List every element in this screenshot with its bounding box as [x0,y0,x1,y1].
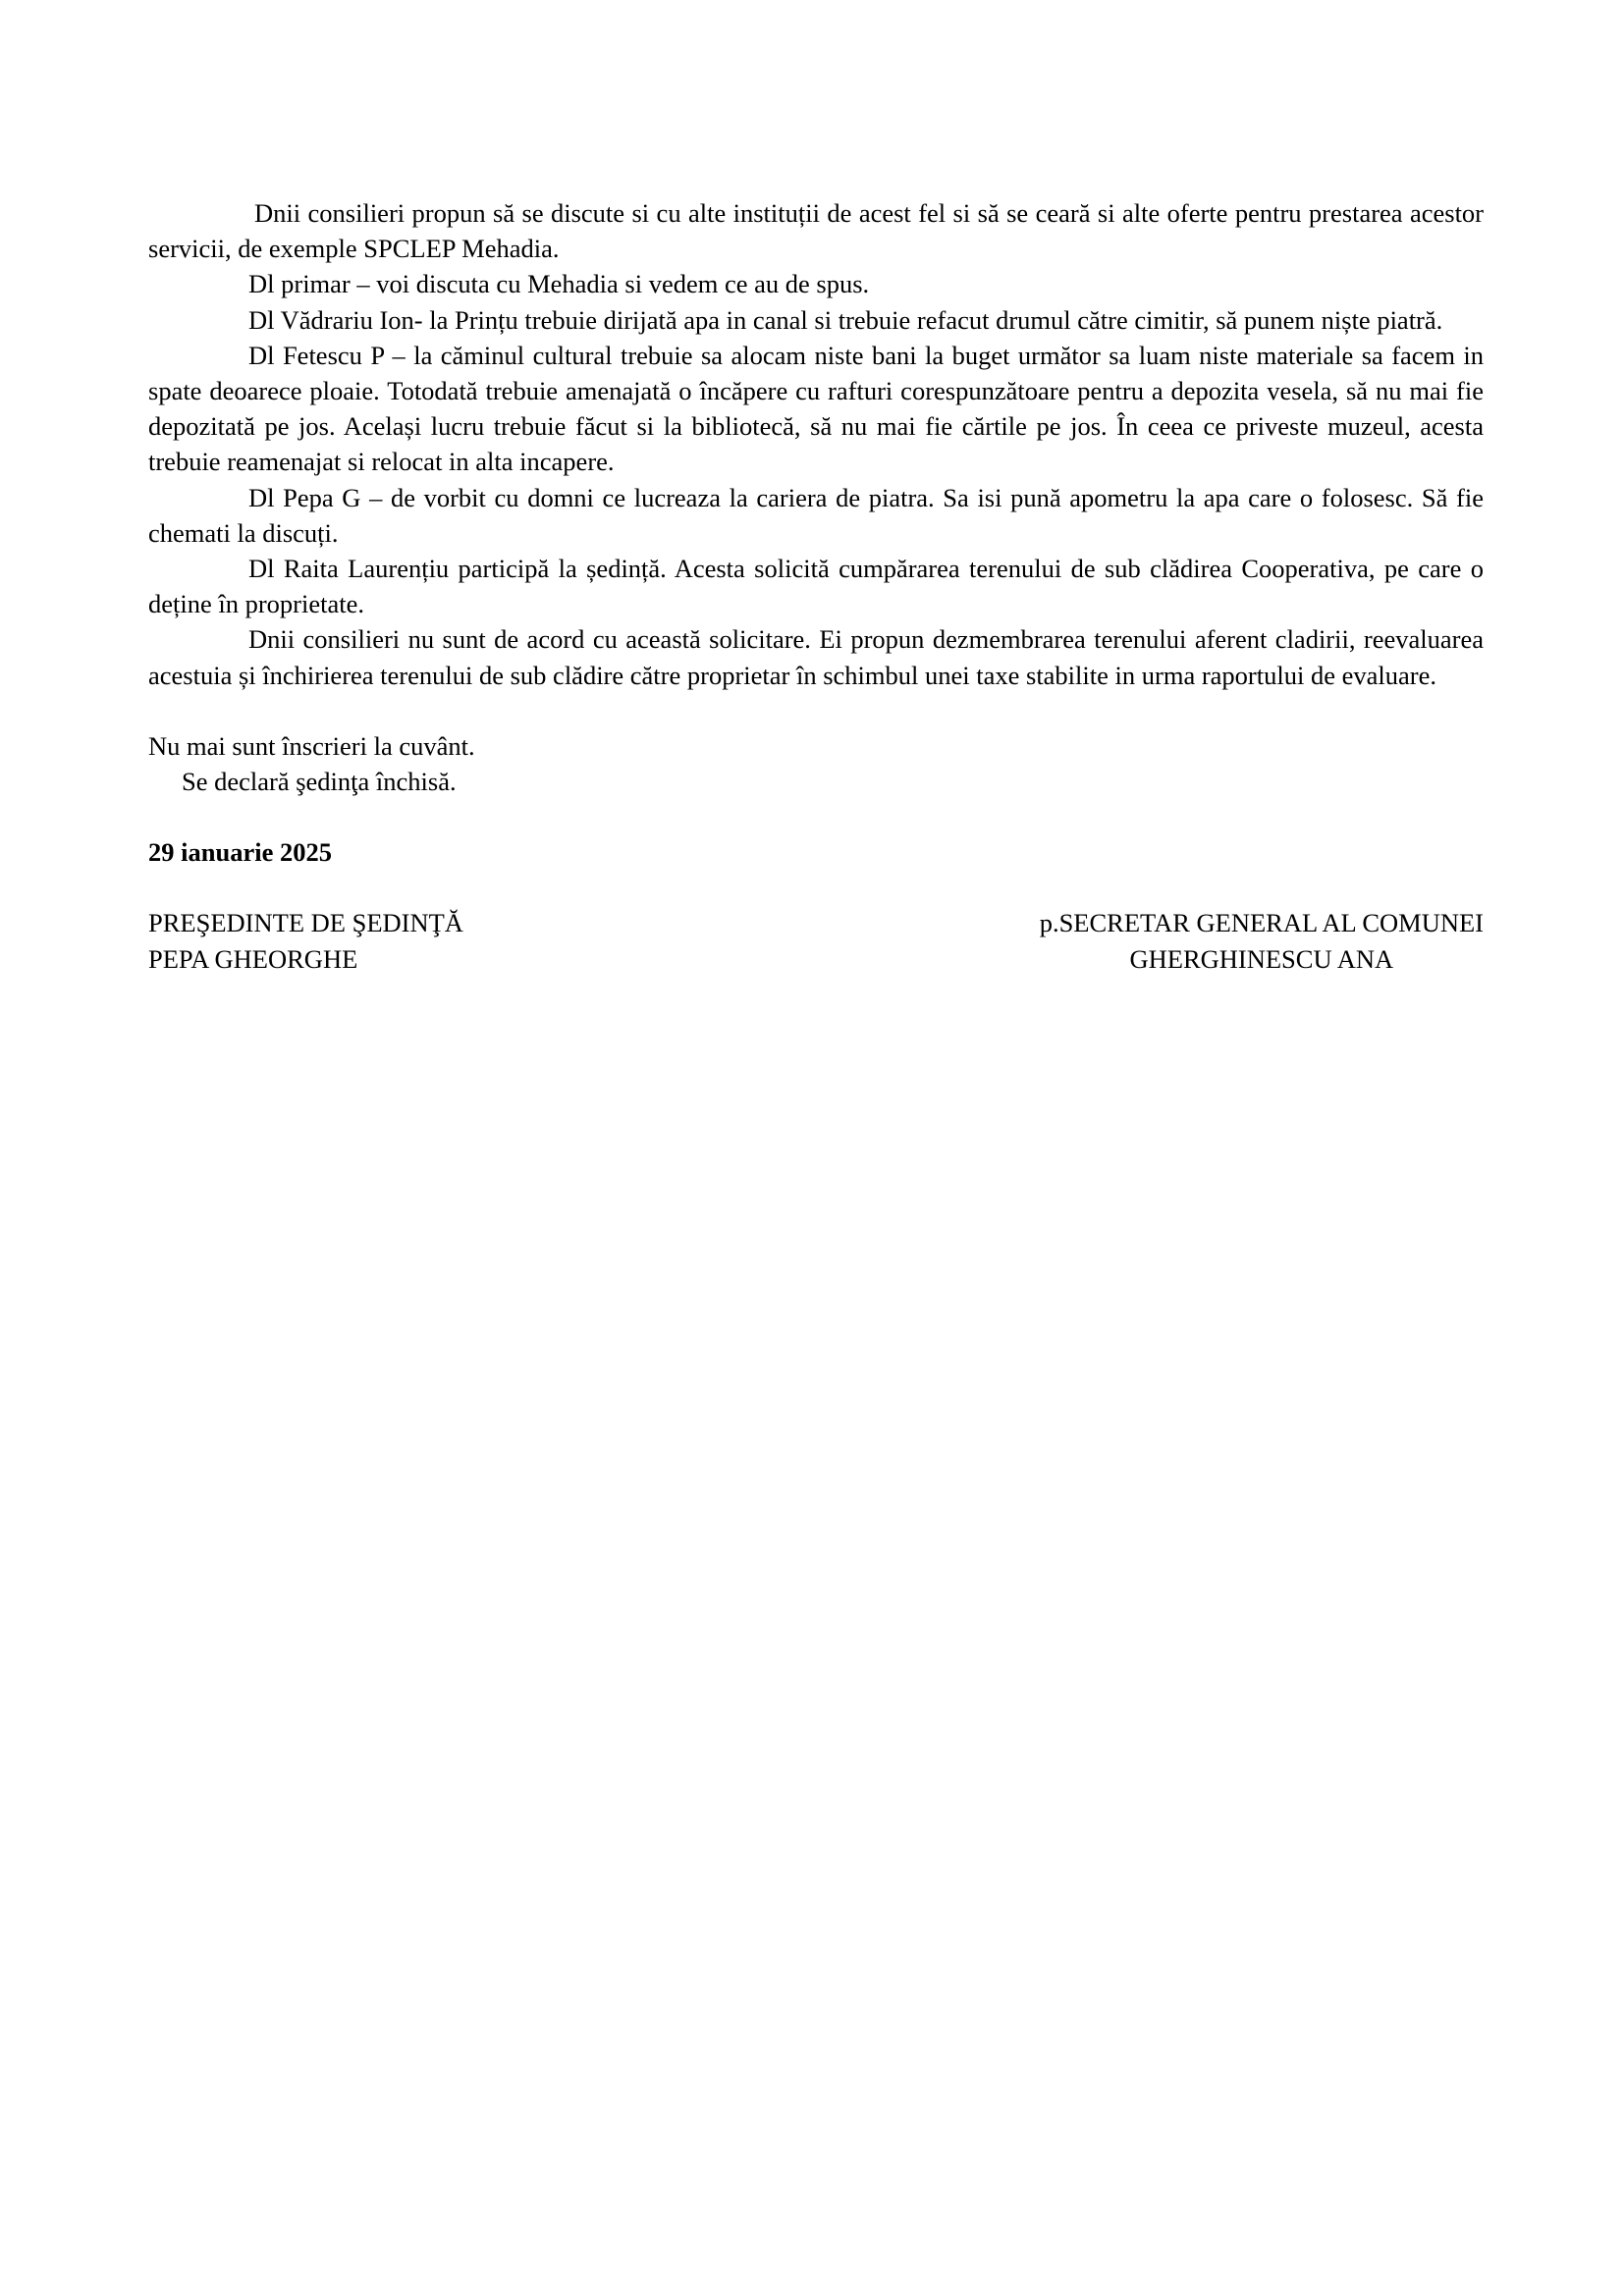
document-page [148,195,1484,984]
document-date: 29 ianuarie 2025 [148,837,332,868]
paragraph-fetescu: Dl Fetescu P – la căminul cultural trebuie sa alocam niste bani la buget următor sa luam niste materiale sa facem in spate deoarece ploaie. Totodată trebuie amenajată o încăpere cu rafturi corespunzătoare pentru a depozita vesela, să nu mai fie depozitată pe jos. Același lucru trebuie făcut si la bibliotecă, să nu mai fie cărtile pe jos. În ceea ce priveste muzeul, acesta trebuie reamenajat si relocat in alta incapere. [148,340,1484,477]
signature-president [148,905,463,976]
paragraph-consilieri-propun: Dnii consilieri propun să se discute si cu alte instituții de acest fel si să se ceară si alte oferte pentru prestarea acestor servicii, de exemple SPCLEP Mehadia. [148,198,1484,264]
paragraph-pepa: Dl Pepa G – de vorbit cu domni ce lucreaza la cariera de piatra. Sa isi pună apometru la apa care o folosesc. Să fie chemati la discuți. [148,482,1484,548]
closing-no-speakers: Nu mai sunt înscrieri la cuvânt. [148,730,475,761]
signature-secretary-title: p.SECRETAR GENERAL AL COMUNEI [1039,908,1484,938]
paragraph-primar: Dl primar – voi discuta cu Mehadia si vedem ce au de spus. [248,269,870,299]
signature-president-name: PEPA GHEORGHE [148,943,358,974]
closing-session-closed: Se declară şedinţa închisă. [182,767,457,797]
paragraph-consilieri-dezacord: Dnii consilieri nu sunt de acord cu această solicitare. Ei propun dezmembrarea terenului aferent cladirii, reevaluarea acestuia și închirierea terenului de sub clădire către proprietar în schimbul unei taxe stabilite in urma raportului de evaluare. [148,624,1484,690]
closing-statement [148,728,1484,799]
signature-president-title: PREŞEDINTE DE ŞEDINŢĂ [148,908,463,938]
paragraph-raita: Dl Raita Laurențiu participă la ședință. Acesta solicită cumpărarea terenului de sub clădirea Cooperativa, pe care o deține în proprietate. [148,554,1484,619]
paragraph-vadrariu: Dl Vădrariu Ion- la Prințu trebuie dirijată apa in canal si trebuie refacut drumul către cimitir, să punem niște piatră. [248,304,1443,335]
signature-block [148,905,1484,984]
signature-secretary-name: GHERGHINESCU ANA [1129,943,1394,974]
signature-secretary [1040,905,1484,976]
